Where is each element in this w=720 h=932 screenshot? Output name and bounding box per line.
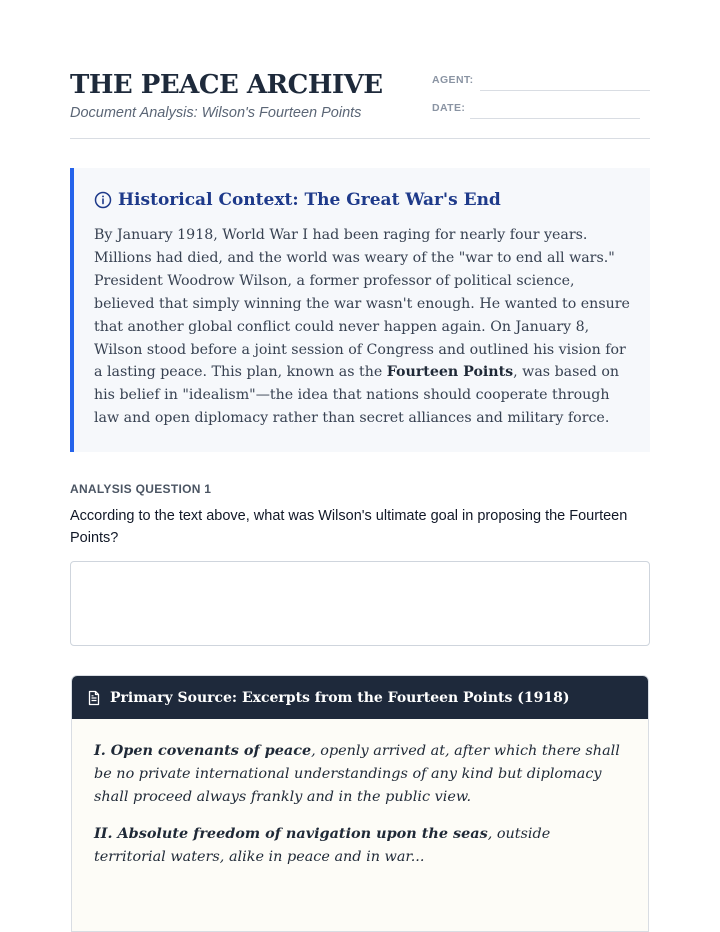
agent-label: AGENT: [432,74,474,86]
context-text-start: By January 1918, World War I had been raging for nearly four years. Millions had died, and the world was weary of the "war to end all wars." President Woodrow Wilson, a former professor of political science, believed that simply winning the war wasn't enough. He wanted to ensure that another global conflict could never happen again. On January 8, Wilson stood before a joint session of Congress and outlined his vision for a lasting peace. This plan, known as the [94,227,630,381]
historical-context-box [70,168,650,452]
source-point-2 [94,822,626,869]
source-point-text: , outside territorial waters, alike in peace and in war... [94,826,551,865]
document-icon [86,690,102,706]
context-title: Historical Context: The Great War's End [118,190,501,210]
source-point-heading: I. Open covenants of peace [94,742,312,759]
worksheet-header [70,68,650,139]
info-icon [94,191,112,209]
context-heading [94,190,501,210]
primary-source-header [72,676,648,719]
primary-source-card [71,675,649,932]
date-field[interactable] [470,118,640,119]
primary-source-excerpts [72,719,648,869]
question-label: ANALYSIS QUESTION 1 [70,482,212,496]
context-text-end: , was based on his belief in "idealism"—the idea that nations should cooperate through law and open diplomacy rather than secret alliances and military force. [94,364,620,427]
date-label: DATE: [432,102,466,114]
context-paragraph [94,224,634,430]
source-point-text: , openly arrived at, after which there shall be no private international understandings of any kind but diplomacy shall proceed always frankly and in the public view. [94,743,620,805]
question-text: According to the text above, what was Wilson's ultimate goal in proposing the Fourteen Points? [70,508,628,546]
page-title: THE PEACE ARCHIVE [70,70,383,100]
primary-source-title: Primary Source: Excerpts from the Fourteen Points (1918) [110,689,570,706]
agent-field[interactable] [480,90,650,91]
answer-input[interactable] [70,561,650,646]
context-text-bold: Fourteen Points [386,364,514,381]
page-subtitle: Document Analysis: Wilson's Fourteen Points [70,105,362,121]
source-point-heading: II. Absolute freedom of navigation upon the seas [94,825,488,842]
source-point-1 [94,739,626,809]
